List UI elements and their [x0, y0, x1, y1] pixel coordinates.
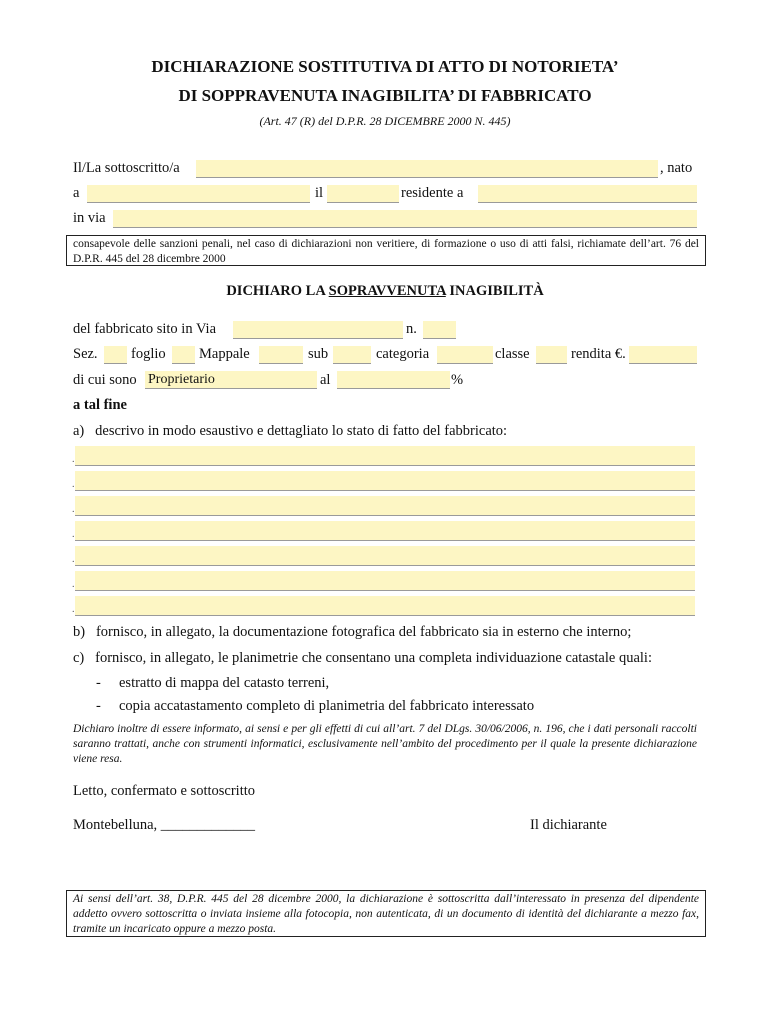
line-dot: . [72, 604, 75, 615]
line-dot: . [72, 479, 75, 490]
line-dot: . [72, 554, 75, 565]
label-nato: , nato [660, 160, 693, 176]
description-line-7[interactable] [75, 596, 695, 616]
foglio-field[interactable] [172, 346, 195, 364]
label-rendita: rendita €. [571, 346, 626, 362]
bullet-dash: - [96, 698, 101, 714]
label-il: il [315, 185, 324, 201]
letto-confermato: Letto, confermato e sottoscritto [73, 783, 256, 799]
declaration-heading-pre: DICHIARO LA [226, 283, 329, 299]
declaration-heading-underlined: SOPRAVVENUTA [328, 283, 446, 299]
subtitle: (Art. 47 (R) del D.P.R. 28 DICEMBRE 2000 N. 445) [259, 114, 511, 128]
sottoscritto-field[interactable] [196, 160, 658, 178]
share-percent-field[interactable] [337, 371, 450, 389]
penalty-notice-box: consapevole delle sanzioni penali, nel caso di dichiarazioni non veritiere, di formazione o uso di atti falsi, richiamate dell’art. 76 del D.P.R. 445 del 28 dicembre 2000 [66, 235, 706, 266]
classe-field[interactable] [536, 346, 567, 364]
categoria-field[interactable] [437, 346, 493, 364]
item-a-text: a) descrivo in modo esaustivo e dettagliato lo stato di fatto del fabbricato: [73, 423, 508, 439]
label-n: n. [406, 321, 417, 337]
nato-a-field[interactable] [87, 185, 310, 203]
bullet-dash: - [96, 675, 101, 691]
sub-field[interactable] [333, 346, 371, 364]
mappale-field[interactable] [259, 346, 303, 364]
footer-notice-box: Ai sensi dell’art. 38, D.P.R. 445 del 28 dicembre 2000, la dichiarazione è sottoscritta dall’interessato in presenza del dipendente addetto ovvero sottoscritta o inviata insieme alla fotocopia, non autenticata, di un documento di identità del dichiarante a mezzo fax, tramite un incaricato oppure a mezzo posta. [66, 890, 706, 937]
rendita-field[interactable] [629, 346, 697, 364]
label-al: al [320, 372, 331, 388]
label-sub: sub [308, 346, 329, 362]
description-line-6[interactable] [75, 571, 695, 591]
title-line-2: DI SOPPRAVENUTA INAGIBILITA’ DI FABBRICATO [178, 86, 592, 105]
description-line-5[interactable] [75, 546, 695, 566]
label-a: a [73, 185, 80, 201]
title-line-1: DICHIARAZIONE SOSTITUTIVA DI ATTO DI NOTORIETA’ [151, 57, 619, 76]
label-residente: residente a [401, 185, 464, 201]
description-line-2[interactable] [75, 471, 695, 491]
birth-date-field[interactable] [327, 185, 399, 203]
line-dot: . [72, 529, 75, 540]
label-via: in via [73, 210, 106, 226]
line-dot: . [72, 454, 75, 465]
sez-field[interactable] [104, 346, 127, 364]
label-classe: classe [495, 346, 530, 362]
house-number-field[interactable] [423, 321, 456, 339]
declaration-heading-post: INAGIBILITÀ [445, 283, 544, 299]
label-building-via: del fabbricato sito in Via [73, 321, 217, 337]
label-percent: % [451, 372, 464, 388]
line-dot: . [72, 504, 75, 515]
label-sez: Sez. [73, 346, 98, 362]
privacy-statement: Dichiaro inoltre di essere informato, ai sensi e per gli effetti di cui all’art. 7 del DLgs. 30/06/2006, n. 196, che i dati personali raccolti saranno trattati, anche con strumenti informatici, esclusivamente nell’ambito del procedimento per il quale la presente dichiarazione viene resa. [73, 723, 697, 765]
item-b-text: b) fornisco, in allegato, la documentazione fotografica del fabbricato sia in esterno che interno; [73, 624, 632, 640]
description-line-1[interactable] [75, 446, 695, 466]
line-dot: . [72, 579, 75, 590]
item-c-text: c) fornisco, in allegato, le planimetrie che consentano una completa individuazione catastale quali: [73, 650, 652, 666]
sub-item-2: copia accatastamento completo di planimetria del fabbricato interessato [119, 698, 535, 714]
residente-field[interactable] [478, 185, 697, 203]
label-mappale: Mappale [199, 346, 250, 362]
sub-item-1: estratto di mappa del catasto terreni, [119, 675, 330, 691]
description-line-4[interactable] [75, 521, 695, 541]
place-date: Montebelluna, _____________ [73, 817, 256, 833]
via-field[interactable] [113, 210, 697, 228]
label-foglio: foglio [131, 346, 166, 362]
a-tal-fine: a tal fine [73, 397, 127, 413]
declaration-heading [0, 283, 770, 300]
description-line-3[interactable] [75, 496, 695, 516]
label-di-cui-sono: di cui sono [73, 372, 137, 388]
label-categoria: categoria [376, 346, 430, 362]
dichiarante-label: Il dichiarante [530, 817, 607, 833]
label-sottoscritto: Il/La sottoscritto/a [73, 160, 180, 176]
ownership-field[interactable]: Proprietario [145, 371, 317, 389]
building-via-field[interactable] [233, 321, 403, 339]
